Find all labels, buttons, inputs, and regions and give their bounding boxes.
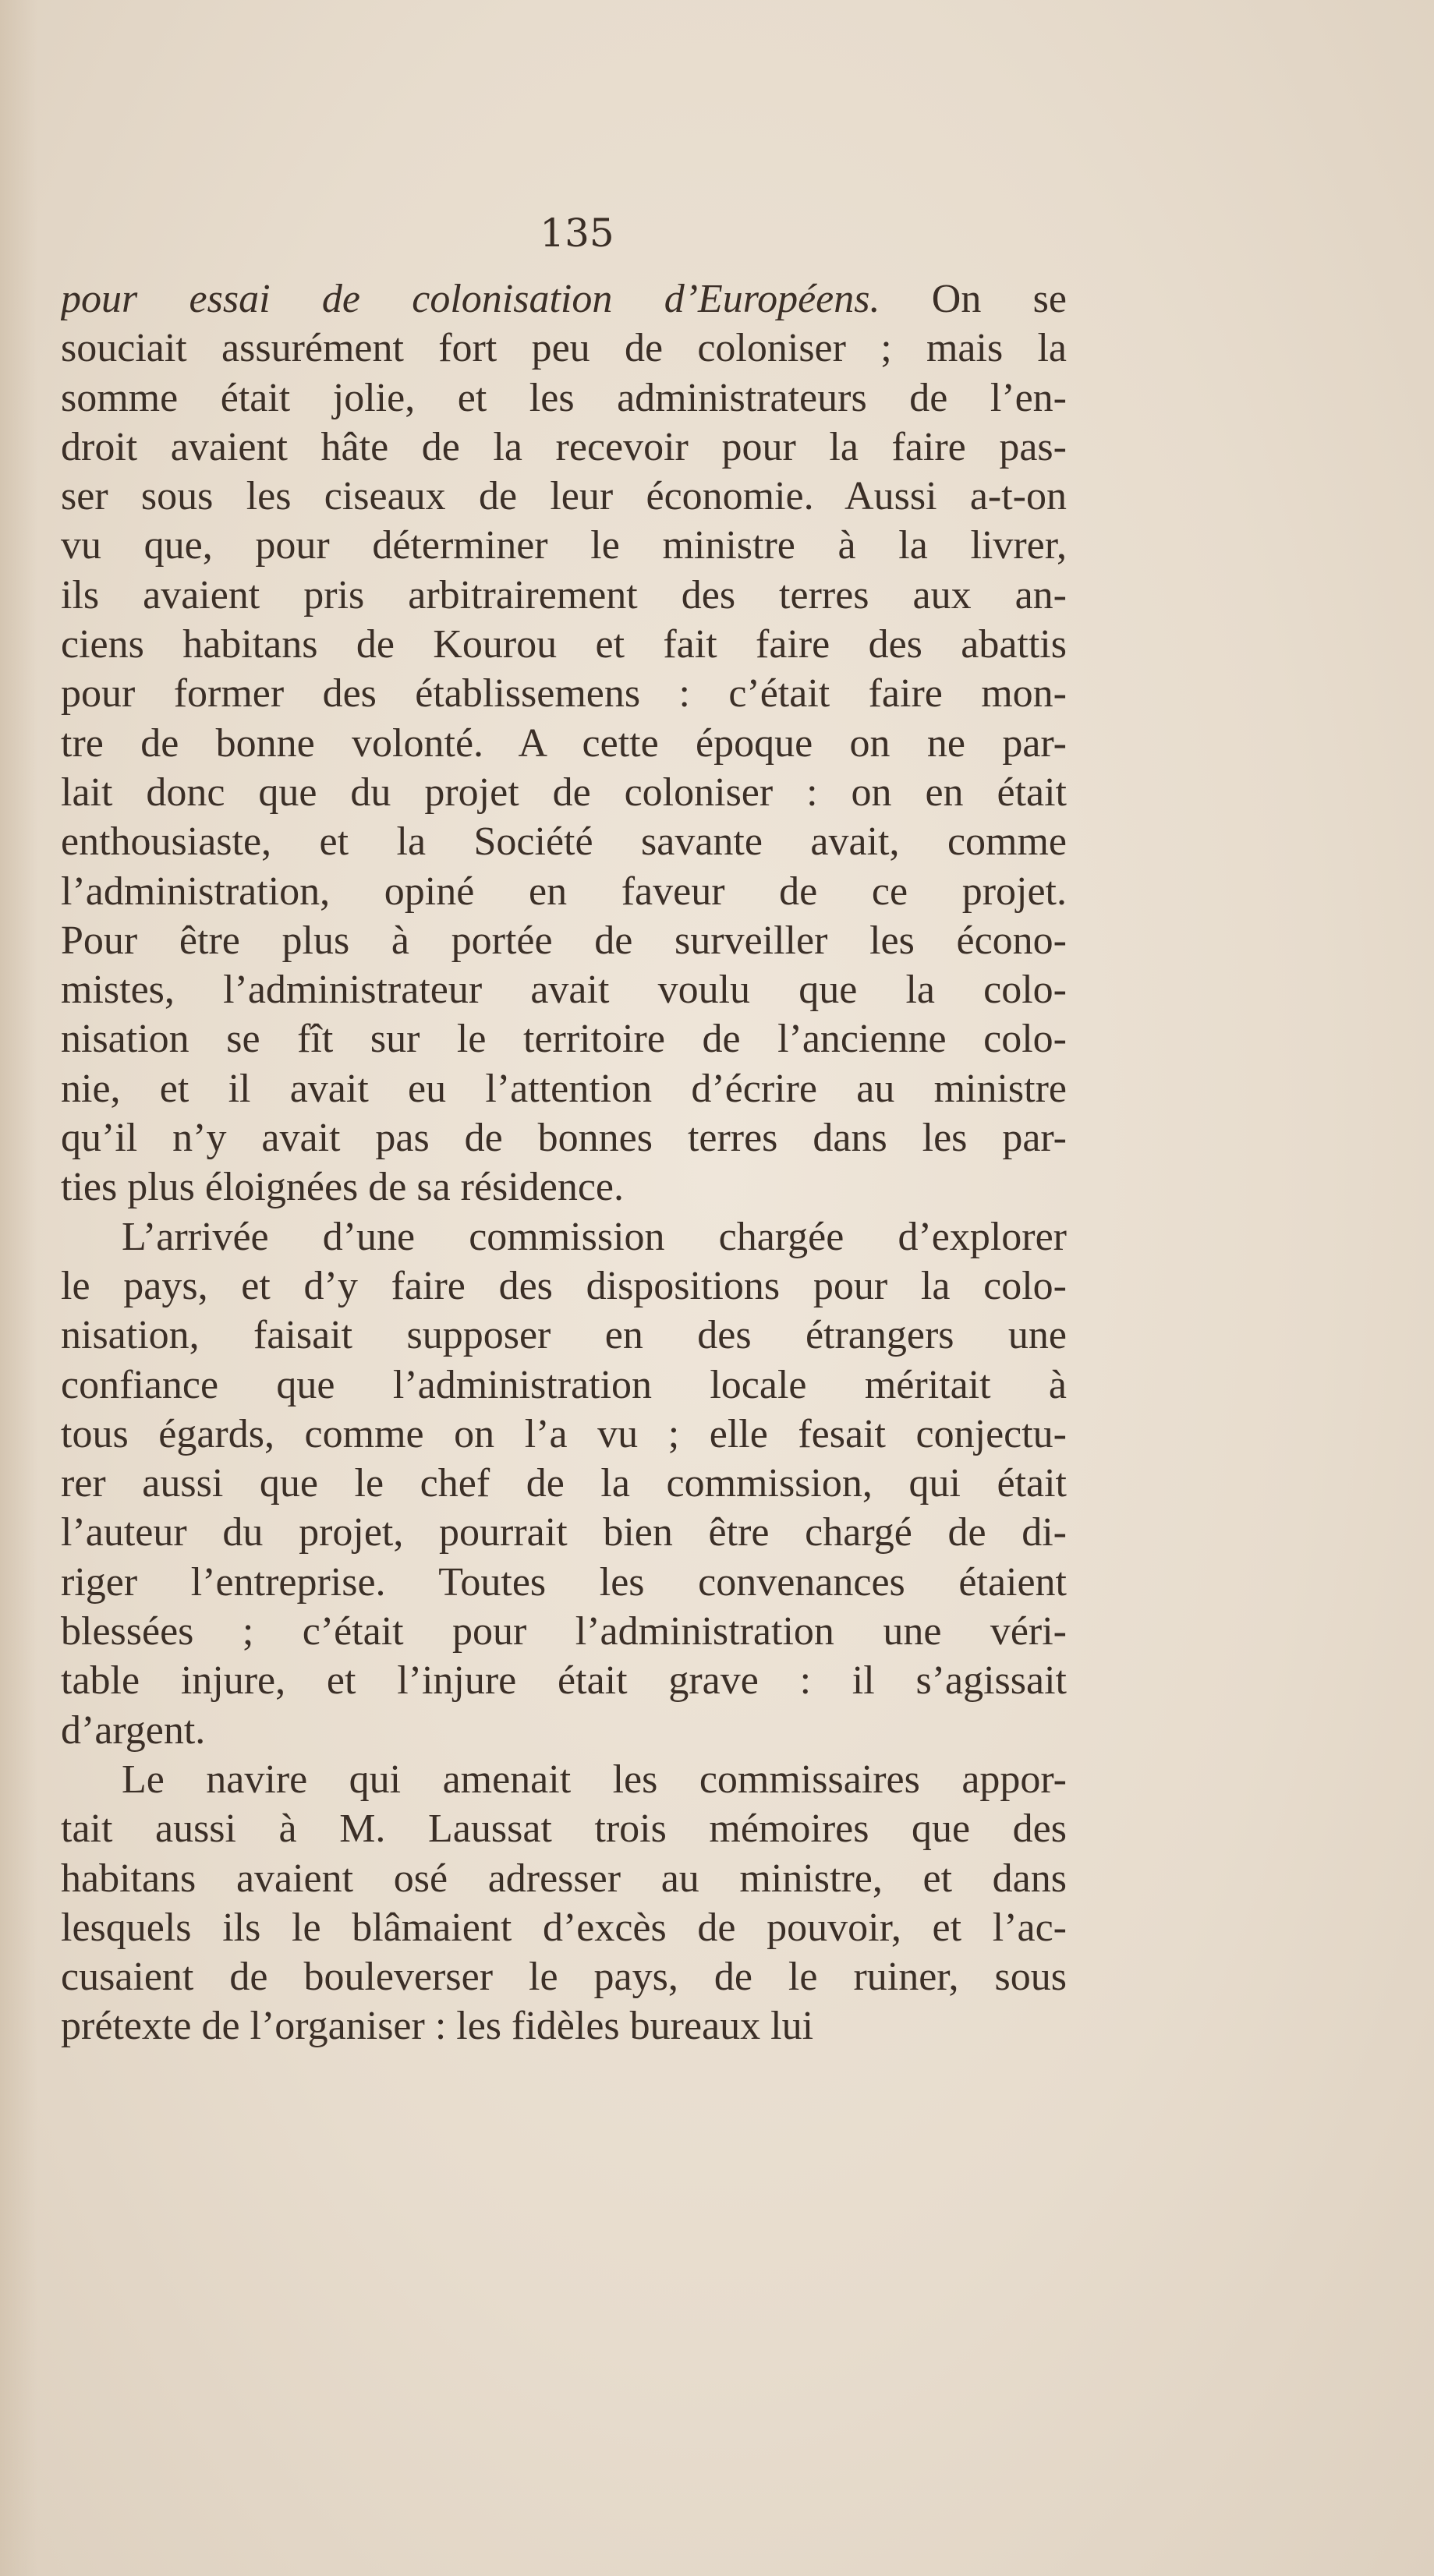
text-line <box>61 1064 1067 1113</box>
text-line <box>61 571 1067 620</box>
text-line <box>61 1311 1067 1360</box>
line-text: tous égards, comme on l’a vu ; elle fesait conjectu- <box>61 1411 1067 1456</box>
line-text: vu que, pour déterminer le ministre à la livrer, <box>61 523 1067 568</box>
text-line <box>61 1459 1067 1508</box>
line-text: lesquels ils le blâmaient d’excès de pouvoir, et l’ac- <box>61 1905 1067 1950</box>
line-text: ties plus éloignées de sa résidence. <box>61 1165 624 1210</box>
line-text: qu’il n’y avait pas de bonnes terres dans les par- <box>61 1116 1067 1161</box>
text-line <box>61 1755 1067 1804</box>
line-text: riger l’entreprise. Toutes les convenances étaient <box>61 1559 1067 1605</box>
line-text: table injure, et l’injure était grave : il s’agissait <box>61 1658 1067 1704</box>
text-line <box>61 521 1067 570</box>
line-text: Pour être plus à portée de surveiller les écono- <box>61 918 1067 963</box>
line-text: nisation se fît sur le territoire de l’ancienne colo- <box>61 1017 1067 1062</box>
line-text: l’auteur du projet, pourrait bien être chargé de di- <box>61 1510 1067 1555</box>
line-text: blessées ; c’était pour l’administration une véri- <box>61 1609 1067 1654</box>
text-line <box>61 669 1067 718</box>
text-line <box>61 1361 1067 1410</box>
text-line <box>61 1804 1067 1853</box>
text-line <box>61 1410 1067 1459</box>
line-text: l’administration, opiné en faveur de ce projet. <box>61 869 1067 914</box>
line-text: Le navire qui amenait les commissaires appor- <box>122 1757 1067 1802</box>
text-line <box>61 2001 1067 2051</box>
text-line <box>61 620 1067 669</box>
paragraph <box>61 274 1067 1212</box>
text-line <box>61 867 1067 916</box>
line-text: droit avaient hâte de la recevoir pour la faire pas- <box>61 424 1067 469</box>
text-line <box>61 817 1067 866</box>
paragraph <box>61 1755 1067 2051</box>
text-line <box>61 1558 1067 1607</box>
line-text: enthousiaste, et la Société savante avait, comme <box>61 819 1067 865</box>
text-line <box>61 1261 1067 1311</box>
text-line <box>61 1656 1067 1705</box>
line-text: d’argent. <box>61 1707 206 1753</box>
line-text: rer aussi que le chef de la commission, qui était <box>61 1461 1067 1506</box>
text-line <box>61 768 1067 817</box>
line-text: confiance que l’administration locale méritait à <box>61 1362 1067 1407</box>
line-text: habitans avaient osé adresser au ministre, et dans <box>61 1856 1067 1901</box>
text-line <box>61 1113 1067 1162</box>
text-line <box>61 965 1067 1014</box>
italic-phrase: pour essai de colonisation d’Européens. <box>61 277 880 321</box>
paragraph <box>61 1212 1067 1755</box>
line-text: souciait assurément fort peu de coloniser ; mais la <box>61 326 1067 371</box>
line-text: cusaient de bouleverser le pays, de le ruiner, sous <box>61 1955 1067 2000</box>
line-text: nisation, faisait supposer en des étrangers une <box>61 1313 1067 1358</box>
line-text: tre de bonne volonté. A cette époque on ne par- <box>61 720 1067 766</box>
line-text: L’arrivée d’une commission chargée d’explorer <box>122 1214 1067 1259</box>
text-line <box>61 472 1067 521</box>
line-text: ils avaient pris arbitrairement des terres aux an- <box>61 572 1067 617</box>
line-text: nie, et il avait eu l’attention d’écrire au ministre <box>61 1066 1067 1111</box>
line-text: lait donc que du projet de coloniser : on en était <box>61 770 1067 815</box>
text-line <box>61 1508 1067 1557</box>
text-line <box>61 373 1067 423</box>
line-text: le pays, et d’y faire des dispositions pour la colo- <box>61 1263 1067 1308</box>
text-line <box>61 1162 1067 1212</box>
text-body <box>61 274 1067 2051</box>
line-text: ciens habitans de Kourou et fait faire des abattis <box>61 622 1067 667</box>
gutter-shadow <box>0 0 37 2576</box>
text-line <box>61 274 1067 324</box>
text-line <box>61 719 1067 768</box>
line-text: mistes, l’administrateur avait voulu que la colo- <box>61 968 1067 1013</box>
text-line <box>61 916 1067 965</box>
text-line <box>61 1854 1067 1903</box>
text-line <box>61 1014 1067 1063</box>
text-line <box>61 1903 1067 1952</box>
line-text: pour former des établissemens : c’était faire mon- <box>61 671 1067 717</box>
text-line <box>61 1607 1067 1656</box>
line-text: prétexte de l’organiser : les fidèles bureaux lui <box>61 2004 814 2049</box>
text-line <box>61 1706 1067 1755</box>
line-text: somme était jolie, et les administrateurs de l’en- <box>61 375 1067 420</box>
text-line <box>61 423 1067 472</box>
text-line <box>61 1212 1067 1261</box>
line-text: On se <box>880 277 1067 321</box>
line-text: ser sous les ciseaux de leur économie. Aussi a-t-on <box>61 474 1067 519</box>
page-number: 135 <box>540 211 614 256</box>
text-line <box>61 1952 1067 2001</box>
line-text: tait aussi à M. Laussat trois mémoires que des <box>61 1806 1067 1852</box>
text-line <box>61 324 1067 373</box>
